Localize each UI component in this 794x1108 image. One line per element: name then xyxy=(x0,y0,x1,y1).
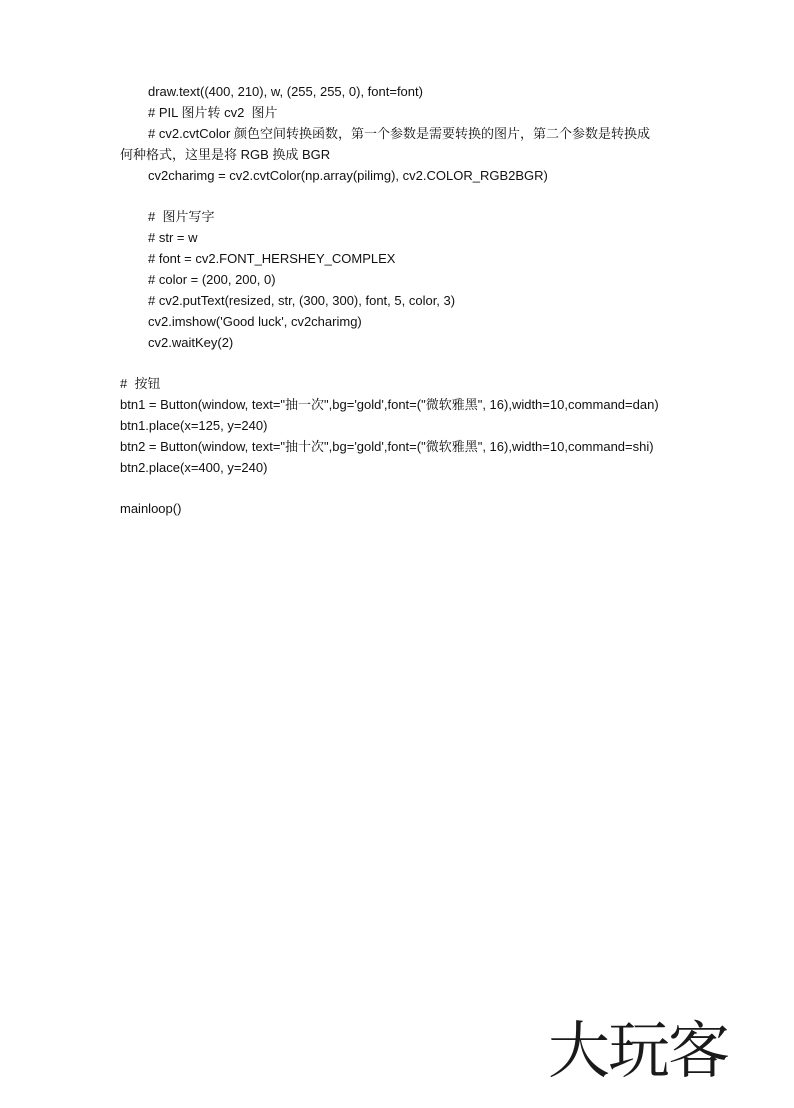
code-comment-line: # 按钮 xyxy=(120,376,161,391)
code-line: btn2 = Button(window, text="抽十次",bg='gold',font=("微软雅黑", 16),width=10,command=shi) xyxy=(120,439,654,454)
code-comment-line-continued: 何种格式，这里是将 RGB 换成 BGR xyxy=(120,147,331,162)
code-line: btn2.place(x=400, y=240) xyxy=(120,460,268,475)
code-line: cv2charimg = cv2.cvtColor(np.array(pilimg), cv2.COLOR_RGB2BGR) xyxy=(148,168,548,183)
code-comment-line: # cv2.putText(resized, str, (300, 300), font, 5, color, 3) xyxy=(148,293,456,308)
code-line: cv2.waitKey(2) xyxy=(148,335,234,350)
code-comment-line: # str = w xyxy=(148,230,198,245)
code-comment-line: # color = (200, 200, 0) xyxy=(148,272,276,287)
code-line: draw.text((400, 210), w, (255, 255, 0), font=font) xyxy=(148,84,423,99)
watermark-logo: 大玩客 xyxy=(548,1014,729,1087)
code-line: btn1 = Button(window, text="抽一次",bg='gold',font=("微软雅黑", 16),width=10,command=dan) xyxy=(120,397,659,412)
code-comment-line: # 图片写字 xyxy=(148,209,215,224)
code-line: btn1.place(x=125, y=240) xyxy=(120,418,268,433)
code-comment-line: # PIL 图片转 cv2 图片 xyxy=(148,105,278,120)
code-comment-line: # cv2.cvtColor 颜色空间转换函数，第一个参数是需要转换的图片，第二个参数是转换成 xyxy=(148,126,650,141)
code-line: mainloop() xyxy=(120,501,182,516)
code-comment-line: # font = cv2.FONT_HERSHEY_COMPLEX xyxy=(148,251,396,266)
code-line: cv2.imshow('Good luck', cv2charimg) xyxy=(148,314,362,329)
